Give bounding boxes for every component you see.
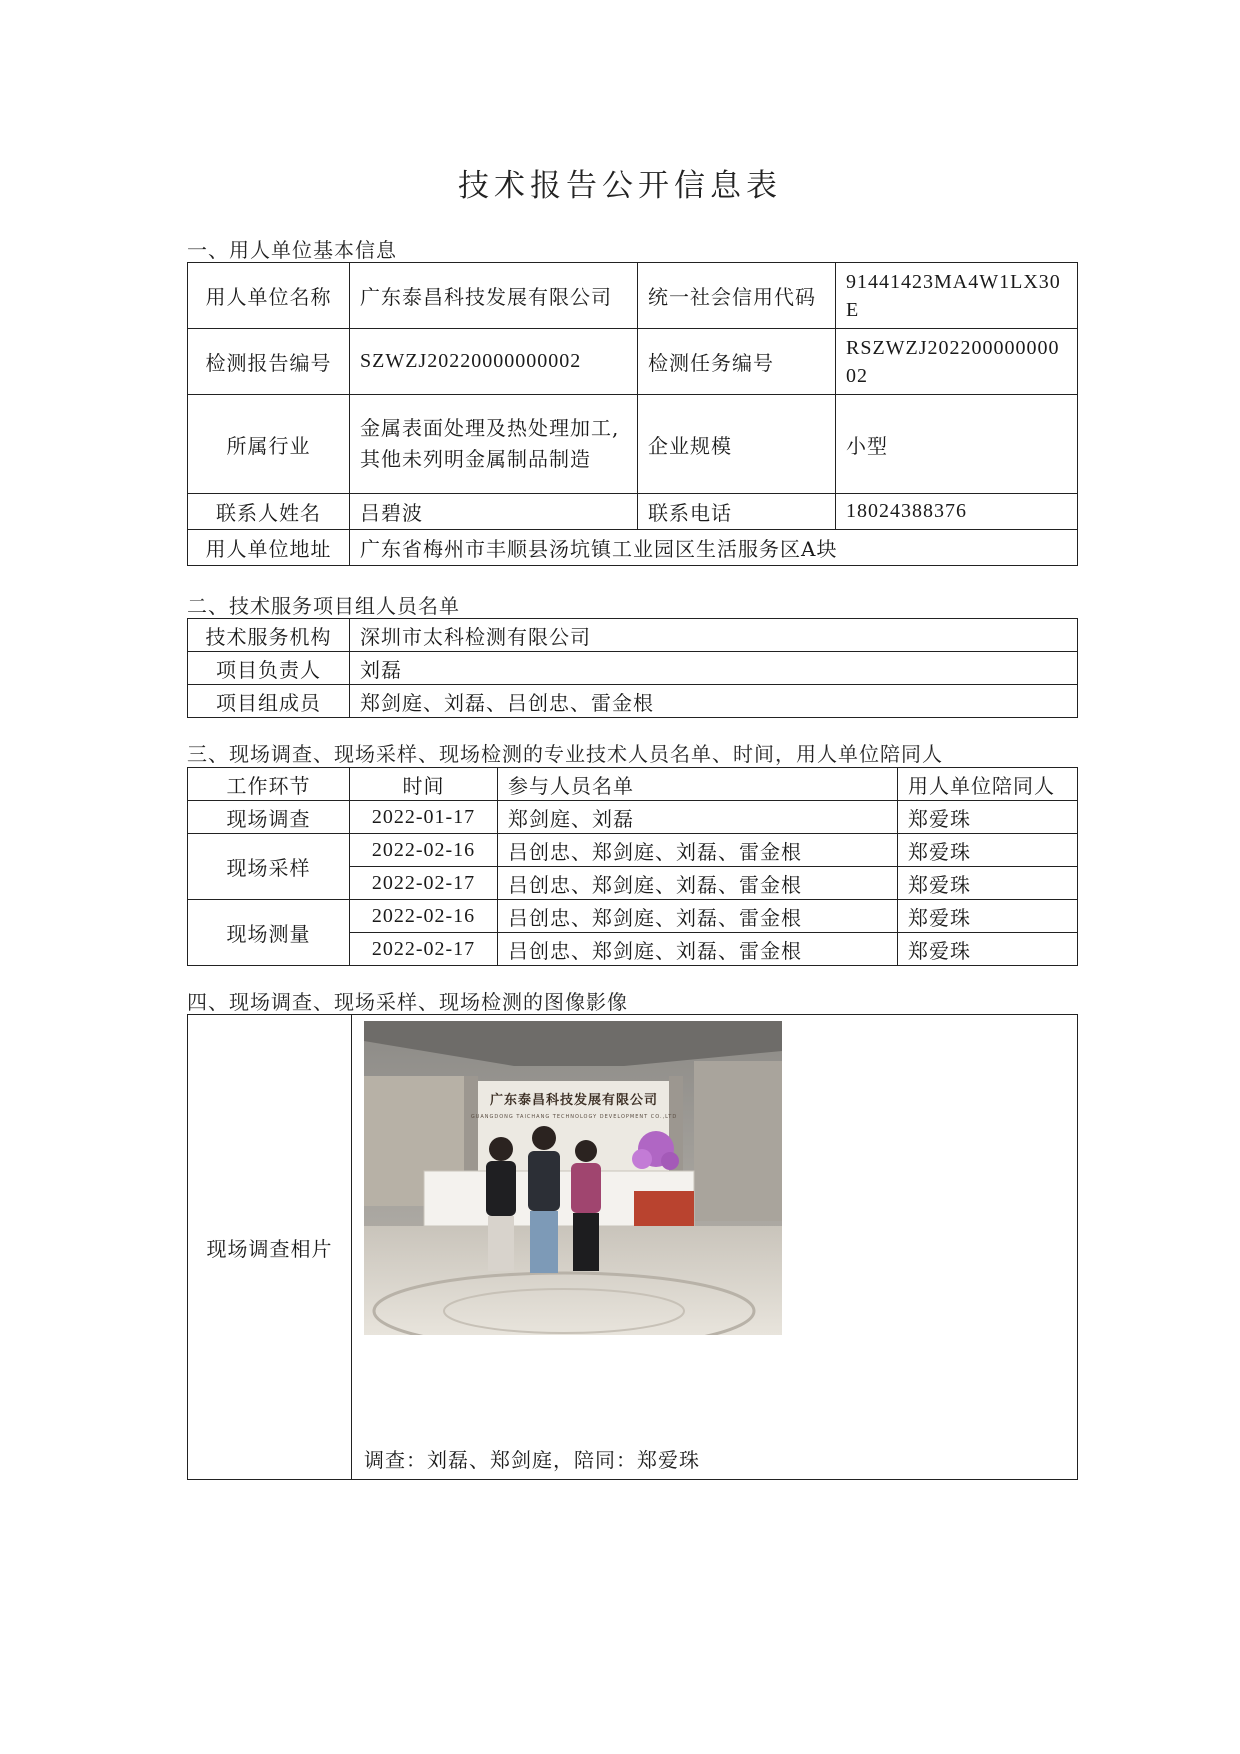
members-label: 项目组成员 (188, 685, 350, 718)
escort-cell: 郑爱珠 (898, 834, 1078, 867)
col-header-people: 参与人员名单 (498, 768, 898, 801)
photo-sign-text: 广东泰昌科技发展有限公司 (489, 1093, 659, 1108)
scale-label: 企业规模 (638, 395, 836, 494)
photo-cell (352, 1015, 1078, 1480)
people-cell: 吕创忠、郑剑庭、刘磊、雷金根 (498, 933, 898, 966)
page-title: 技术报告公开信息表 (458, 168, 782, 204)
contact-label: 联系人姓名 (188, 494, 350, 530)
section1-heading: 一、用人单位基本信息 (187, 238, 397, 262)
escort-cell: 郑爱珠 (898, 933, 1078, 966)
section3-heading: 三、现场调查、现场采样、现场检测的专业技术人员名单、时间，用人单位陪同人 (187, 742, 943, 766)
photo-sign-subtext: GUANGDONG TAICHANG TECHNOLOGY DEVELOPMENT CO.,LTD (470, 1114, 678, 1120)
date-cell: 2022-01-17 (350, 801, 498, 834)
escort-cell: 郑爱珠 (898, 867, 1078, 900)
contact-value: 吕碧波 (350, 494, 638, 530)
address-value: 广东省梅州市丰顺县汤坑镇工业园区生活服务区A块 (350, 530, 1078, 566)
people-cell: 郑剑庭、刘磊 (498, 801, 898, 834)
table-row (188, 900, 1078, 933)
date-cell: 2022-02-16 (350, 900, 498, 933)
task-no-value: RSZWZJ20220000000002 (836, 329, 1078, 395)
field-work-table (187, 767, 1078, 966)
escort-cell: 郑爱珠 (898, 900, 1078, 933)
scale-value: 小型 (836, 395, 1078, 494)
phone-label: 联系电话 (638, 494, 836, 530)
stage-cell: 现场测量 (188, 900, 350, 966)
credit-code-value: 91441423MA4W1LX30E (836, 263, 1078, 329)
unit-name-value: 广东泰昌科技发展有限公司 (350, 263, 638, 329)
photo-label: 现场调查相片 (188, 1015, 352, 1480)
org-label: 技术服务机构 (188, 619, 350, 652)
leader-value: 刘磊 (350, 652, 1078, 685)
org-value: 深圳市太科检测有限公司 (350, 619, 1078, 652)
address-label: 用人单位地址 (188, 530, 350, 566)
credit-code-label: 统一社会信用代码 (638, 263, 836, 329)
section2-heading: 二、技术服务项目组人员名单 (187, 594, 460, 618)
photo-table (187, 1014, 1078, 1480)
table-row (188, 801, 1078, 834)
basic-info-table (187, 262, 1078, 566)
col-header-date: 时间 (350, 768, 498, 801)
members-value: 郑剑庭、刘磊、吕创忠、雷金根 (350, 685, 1078, 718)
date-cell: 2022-02-17 (350, 933, 498, 966)
report-no-value: SZWZJ20220000000002 (350, 329, 638, 395)
industry-label: 所属行业 (188, 395, 350, 494)
escort-cell: 郑爱珠 (898, 801, 1078, 834)
date-cell: 2022-02-17 (350, 867, 498, 900)
team-table (187, 618, 1078, 718)
section4-heading: 四、现场调查、现场采样、现场检测的图像影像 (187, 990, 628, 1014)
people-cell: 吕创忠、郑剑庭、刘磊、雷金根 (498, 900, 898, 933)
industry-value: 金属表面处理及热处理加工,其他未列明金属制品制造 (350, 395, 638, 494)
date-cell: 2022-02-16 (350, 834, 498, 867)
photo-caption: 调查：刘磊、郑剑庭，陪同：郑爱珠 (364, 1448, 700, 1472)
site-survey-photo (364, 1021, 782, 1335)
unit-name-label: 用人单位名称 (188, 263, 350, 329)
stage-cell: 现场采样 (188, 834, 350, 900)
col-header-stage: 工作环节 (188, 768, 350, 801)
phone-value: 18024388376 (836, 494, 1078, 530)
leader-label: 项目负责人 (188, 652, 350, 685)
table-row (188, 834, 1078, 867)
task-no-label: 检测任务编号 (638, 329, 836, 395)
report-no-label: 检测报告编号 (188, 329, 350, 395)
col-header-escort: 用人单位陪同人 (898, 768, 1078, 801)
people-cell: 吕创忠、郑剑庭、刘磊、雷金根 (498, 834, 898, 867)
stage-cell: 现场调查 (188, 801, 350, 834)
people-cell: 吕创忠、郑剑庭、刘磊、雷金根 (498, 867, 898, 900)
